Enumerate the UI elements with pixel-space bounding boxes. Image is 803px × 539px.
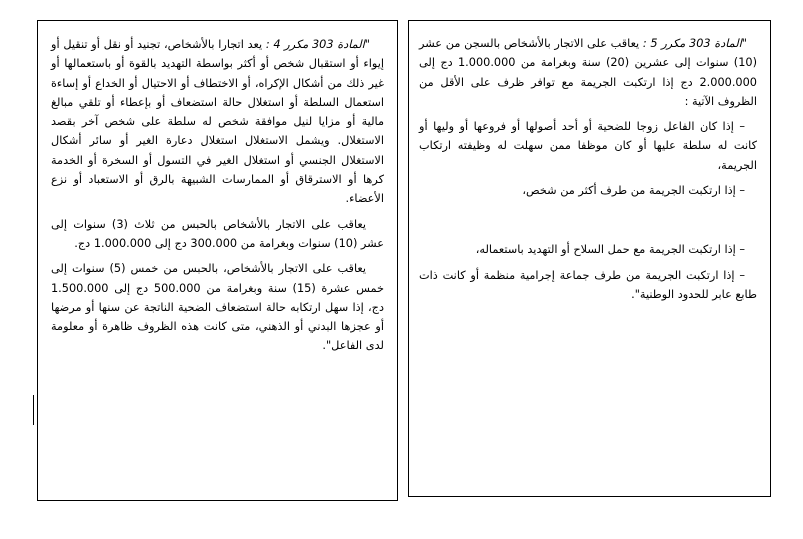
margin-mark bbox=[33, 395, 34, 425]
article-303-bis-4-heading: "المادة 303 مكرر 4 : bbox=[262, 38, 370, 51]
article-303-bis-4-definition-text: يعد اتجارا بالأشخاص، تجنيد أو نقل أو تنقيل أو إيواء أو استقبال شخص أو أكثر بواسطة التهديد بالقوة أو باستعمالها أو غير ذلك من أشكال الإكراه، أو الاختطاف أو الاحتيال أو الخداع أو إساءة استعمال السلطة أو استغلال حالة استضعاف أو بإعطاء أو تلقي مبالغ مالية أو مزايا لنيل موافقة شخص له سلطة على شخص آخر بقصد الاستغلال. ويشمل الاستغلال استغلال دعارة الغير أو سائر أشكال الاستغلال الجنسي أو استغلال الغير في التسول أو السخرة أو الخدمة كرها أو الاسترقاق أو الممارسات الشبيهة بالرق أو الاستعباد أو نزع الأعضاء. bbox=[51, 38, 384, 206]
article-303-bis-5-intro bbox=[419, 34, 757, 111]
article-303-bis-4-penalty-aggravated: يعاقب على الاتجار بالأشخاص، بالحبس من خمس (5) سنوات إلى خمس عشرة (15) سنة وبغرامة من 500.000 دج إلى 1.500.000 دج، إذا سهل ارتكابه حالة استضعاف الضحية الناتجة عن سنها أو مرضها أو عجزها البدني أو الذهني، متى كانت هذه الظروف ظاهرة أو معلومة لدى الفاعل". bbox=[51, 262, 384, 353]
article-303-bis-5-panel bbox=[408, 20, 771, 497]
article-303-bis-5-heading: "المادة 303 مكرر 5 : bbox=[639, 37, 747, 50]
article-303-bis-4-panel bbox=[37, 20, 398, 501]
condition-item-multiple-persons: – إذا ارتكبت الجريمة من طرف أكثر من شخص، bbox=[522, 184, 745, 198]
condition-item-weapon: – إذا ارتكبت الجريمة مع حمل السلاح أو التهديد باستعماله، bbox=[475, 243, 745, 257]
condition-item-organized-group: – إذا ارتكبت الجريمة من طرف جماعة إجرامية منظمة أو كانت ذات طابع عابر للحدود الوطنية". bbox=[419, 268, 757, 301]
article-303-bis-5-intro-text: يعاقب على الاتجار بالأشخاص بالسجن من عشر (10) سنوات إلى عشرين (20) سنة وبغرامة من 1.000.000 دج إلى 2.000.000 دج إذا ارتكبت الجريمة مع توافر ظرف على الأقل من الظروف الآتية : bbox=[419, 37, 757, 108]
article-303-bis-4-penalty-basic: يعاقب على الاتجار بالأشخاص بالحبس من ثلاث (3) سنوات إلى عشر (10) سنوات وبغرامة من 300.000 دج إلى 1.000.000 دج. bbox=[51, 217, 384, 250]
article-303-bis-4-definition bbox=[51, 35, 384, 209]
condition-item-relationship: – إذا كان الفاعل زوجا للضحية أو أحد أصولها أو فروعها أو وليها أو كانت له سلطة عليها أو كان موظفا ممن سهلت له وظيفته ارتكاب الجريمة، bbox=[419, 120, 757, 172]
